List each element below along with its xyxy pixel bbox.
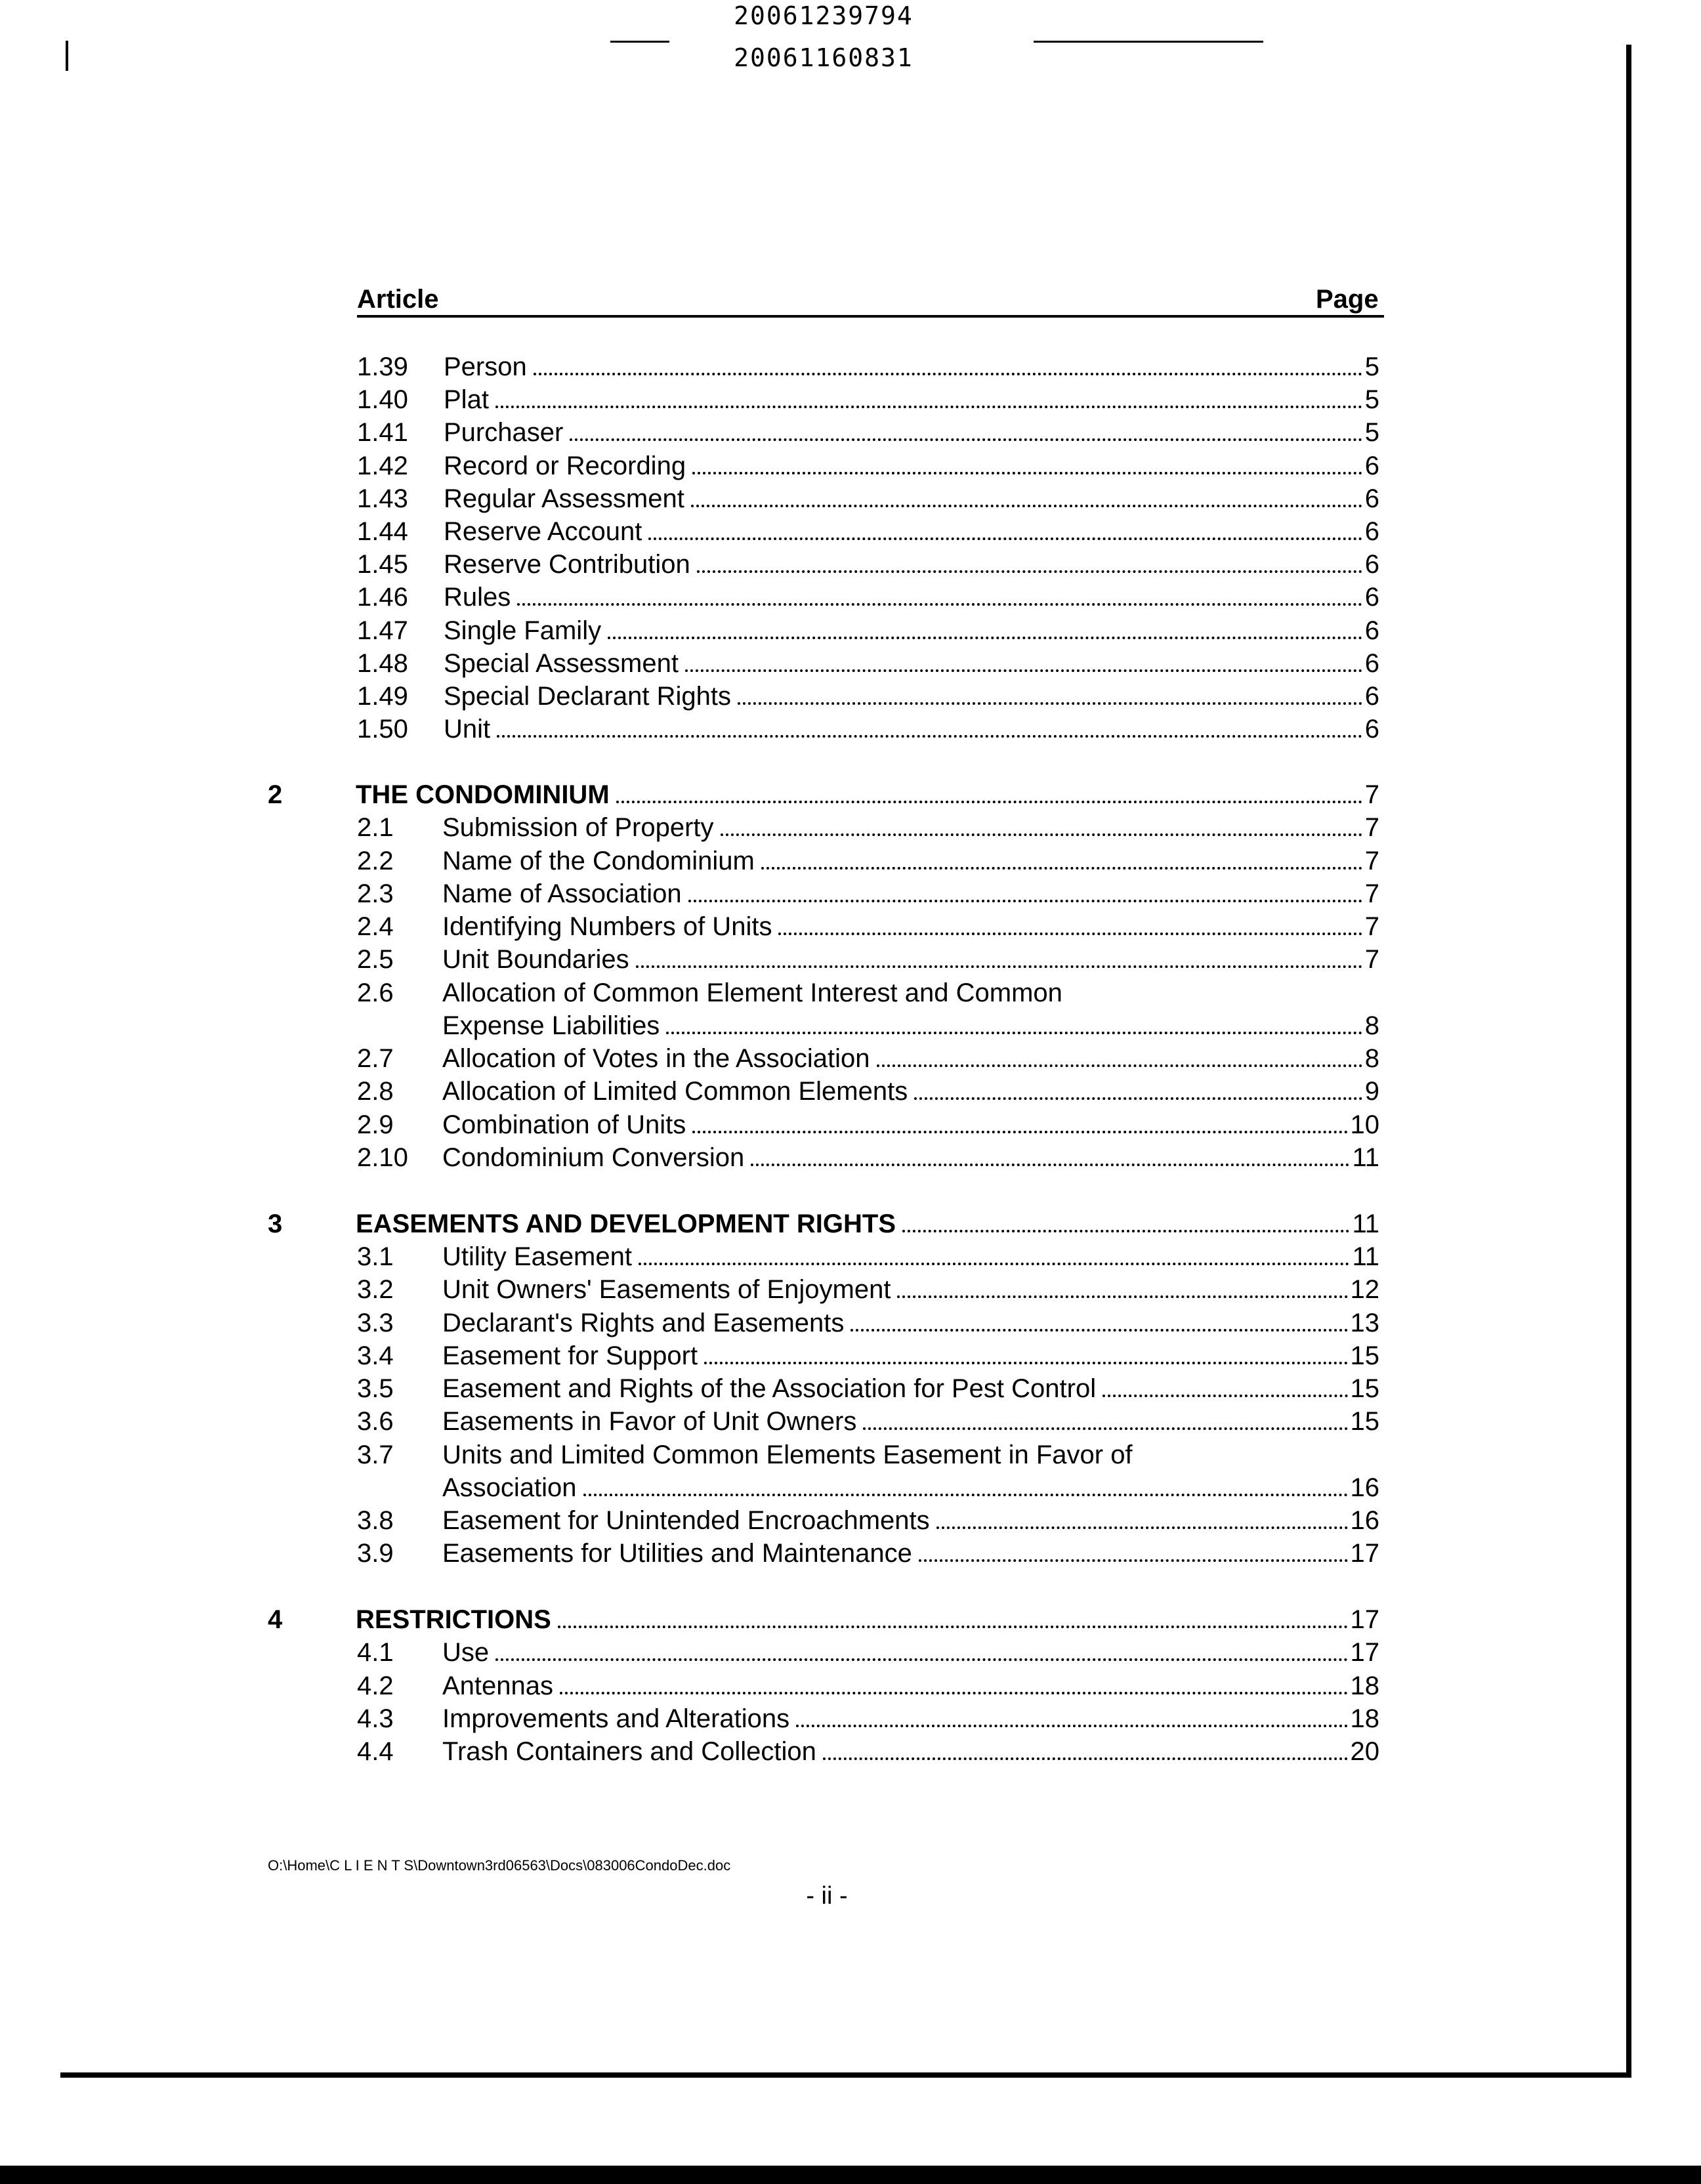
toc-section-number: 2.5 [357,945,394,974]
toc-entry [442,1704,1379,1734]
toc-page-number: 15 [1350,1374,1379,1403]
file-path: O:\Home\C L I E N T S\Downtown3rd06563\Docs\083006CondoDec.doc [268,1857,731,1874]
toc-row [0,1011,1701,1044]
toc-entry [444,550,1379,579]
toc-section-number: 1.45 [357,550,408,579]
toc-page-number: 6 [1364,583,1379,612]
toc-page-number: 8 [1364,1044,1379,1073]
toc-entry [442,1506,1379,1536]
toc-page-number: 15 [1350,1407,1379,1436]
toc-entry [444,583,1379,612]
toc-section-number: 3.8 [357,1506,394,1535]
toc-entry [444,352,1379,382]
toc-leader-dots [914,1097,1362,1100]
toc-entry [442,1440,1139,1470]
page-number: - ii - [806,1882,848,1910]
toc-page-number: 6 [1364,550,1379,579]
toc-entry-label: RESTRICTIONS [356,1605,551,1634]
toc-page-number: 7 [1364,879,1379,908]
toc-entry [442,912,1379,942]
toc-entry [444,452,1379,481]
toc-entry [442,813,1379,843]
toc-entry [442,879,1379,909]
toc-entry [444,484,1379,514]
toc-section-number: 3.5 [357,1374,394,1403]
toc-leader-dots [897,1295,1347,1298]
toc-entry-label: Unit [444,715,491,744]
toc-leader-dots [558,1626,1348,1628]
toc-entry-label: Easement and Rights of the Association for Pest Control [442,1374,1097,1403]
toc-page-number: 7 [1364,945,1379,974]
toc-page-number: 11 [1352,1143,1379,1172]
toc-section-number: 2.7 [357,1044,394,1073]
toc-entry-label: Regular Assessment [444,484,684,513]
toc-entry [444,517,1379,547]
toc-leader-dots [570,438,1362,441]
header-rule-left [610,41,669,43]
toc-section-number: 4.4 [357,1737,394,1766]
toc-entry [442,1737,1379,1767]
toc-row [0,418,1701,451]
toc-page-number: 7 [1364,780,1379,809]
toc-section-number: 4.3 [357,1704,394,1733]
toc-section-number: 2.3 [357,879,394,908]
toc-entry-label: EASEMENTS AND DEVELOPMENT RIGHTS [356,1209,896,1238]
toc-page-number: 13 [1350,1309,1379,1337]
toc-section-number: 1.41 [357,418,408,447]
toc-row [0,715,1701,747]
toc-leader-dots [877,1064,1362,1067]
toc-article-row [0,1605,1701,1638]
column-header-article: Article [357,285,439,314]
toc-entry-label: Allocation of Limited Common Elements [442,1077,908,1106]
toc-section-number: 1.48 [357,649,408,678]
toc-row [0,649,1701,682]
margin-mark [66,41,68,71]
toc-entry-label: Unit Owners' Easements of Enjoyment [442,1275,891,1304]
column-header-page: Page [1316,285,1379,314]
toc-page-number: 6 [1364,484,1379,513]
toc-leader-dots [639,1263,1349,1265]
toc-entry [356,780,1379,810]
toc-leader-dots [636,965,1362,968]
toc-leader-dots [697,570,1362,573]
toc-entry-label: Expense Liabilities [442,1011,660,1040]
toc-leader-dots [583,1494,1348,1496]
toc-page-number: 17 [1350,1605,1379,1634]
toc-section-number: 3.1 [357,1242,394,1271]
toc-row [0,1275,1701,1308]
toc-entry-label: Improvements and Alterations [442,1704,790,1733]
toc-row [0,1341,1701,1374]
toc-section-number: 1.44 [357,517,408,546]
toc-leader-dots [796,1725,1347,1727]
toc-row [0,978,1701,1011]
toc-page-number: 7 [1364,912,1379,941]
toc-row [0,452,1701,484]
document-number-top: 20061239794 [734,1,914,30]
toc-section-number: 1.42 [357,452,408,480]
toc-entry [442,1143,1379,1173]
toc-entry [444,418,1379,448]
toc-row [0,1704,1701,1737]
toc-leader-dots [497,735,1362,738]
toc-row [0,616,1701,649]
toc-entry [442,1309,1379,1338]
toc-leader-dots [721,833,1362,836]
toc-row [0,385,1701,418]
toc-entry-label: Association [442,1473,577,1502]
toc-page-number: 7 [1364,847,1379,875]
toc-entry [444,616,1379,646]
toc-section-number: 1.46 [357,583,408,612]
toc-entry-label: Single Family [444,616,602,645]
toc-leader-dots [685,669,1362,672]
toc-page-number: 17 [1350,1638,1379,1667]
toc-entry [442,1011,1379,1041]
toc-entry-label: Units and Limited Common Elements Easement in Favor of [442,1440,1133,1469]
toc-entry [442,1044,1379,1074]
toc-section-number: 3.2 [357,1275,394,1304]
toc-entry [442,1341,1379,1371]
toc-row [0,682,1701,715]
toc-section-number: 2.9 [357,1110,394,1139]
toc-section-number: 2.4 [357,912,394,941]
toc-entry-label: Rules [444,583,511,612]
toc-entry [442,1671,1379,1701]
toc-entry [356,1209,1379,1239]
toc-row [0,813,1701,846]
toc-leader-dots [751,1164,1349,1166]
toc-entry-label: Allocation of Common Element Interest and Common [442,978,1062,1007]
toc-row [0,1077,1701,1110]
toc-row [0,1506,1701,1539]
toc-entry [442,847,1379,876]
toc-leader-dots [919,1559,1348,1562]
toc-entry-label: Name of Association [442,879,682,908]
toc-entry [442,1275,1379,1305]
toc-section-number: 1.39 [357,352,408,381]
column-header-rule [357,315,1384,318]
toc-entry-label: Record or Recording [444,452,686,480]
toc-entry [442,1374,1379,1404]
toc-leader-dots [902,1230,1349,1232]
toc-entry-label: Submission of Property [442,813,714,842]
document-number-second: 20061160831 [734,43,914,72]
toc-row [0,484,1701,517]
toc-leader-dots [517,603,1362,606]
toc-leader-dots [692,472,1362,474]
toc-page-number: 6 [1364,452,1379,480]
toc-row [0,1473,1701,1506]
toc-entry-label: Easements in Favor of Unit Owners [442,1407,857,1436]
toc-section-number: 2.1 [357,813,394,842]
toc-entry-label: Unit Boundaries [442,945,629,974]
toc-section-number: 1.47 [357,616,408,645]
toc-section-number: 3.6 [357,1407,394,1436]
toc-section-number: 1.40 [357,385,408,414]
toc-row [0,1110,1701,1143]
toc-entry [442,1407,1379,1437]
toc-entry [444,385,1379,415]
toc-page-number: 9 [1364,1077,1379,1106]
toc-leader-dots [704,1362,1347,1364]
toc-leader-dots [688,900,1362,902]
toc-entry-label: Identifying Numbers of Units [442,912,772,941]
toc-leader-dots [1102,1395,1347,1397]
toc-section-number: 3.3 [357,1309,394,1337]
toc-leader-dots [648,537,1362,540]
header-rule-right [1034,41,1263,43]
toc-page-number: 8 [1364,1011,1379,1040]
toc-row [0,1440,1701,1473]
toc-row [0,879,1701,912]
toc-leader-dots [608,637,1362,639]
toc-page-number: 16 [1350,1506,1379,1535]
toc-row [0,352,1701,385]
toc-section-number: 4.2 [357,1671,394,1700]
toc-entry-label: Use [442,1638,490,1667]
toc-entry [442,1077,1379,1106]
toc-row [0,1374,1701,1407]
toc-entry-label: Reserve Account [444,517,642,546]
toc-entry [442,1638,1379,1668]
toc-page-number: 20 [1350,1737,1379,1766]
toc-row [0,1539,1701,1572]
toc-entry [442,1539,1379,1568]
toc-entry-label: Antennas [442,1671,554,1700]
toc-entry [442,1242,1379,1272]
toc-row [0,1242,1701,1275]
toc-entry-label: Purchaser [444,418,564,447]
toc-row [0,945,1701,978]
toc-row [0,550,1701,583]
toc-page-number: 6 [1364,517,1379,546]
toc-entry-label: Declarant's Rights and Easements [442,1309,845,1337]
toc-article-number: 4 [268,1605,283,1634]
toc-page-number: 6 [1364,616,1379,645]
toc-page-number: 11 [1352,1242,1379,1271]
toc-entry [442,945,1379,975]
toc-leader-dots [495,406,1362,408]
toc-row [0,1143,1701,1176]
toc-leader-dots [691,505,1362,507]
toc-leader-dots [850,1329,1347,1332]
toc-page-number: 17 [1350,1539,1379,1568]
toc-article-row [0,1209,1701,1242]
toc-row [0,847,1701,879]
toc-entry-label: Easements for Utilities and Maintenance [442,1539,912,1568]
toc-entry-label: Person [444,352,527,381]
toc-row [0,583,1701,616]
toc-page-number: 15 [1350,1341,1379,1370]
toc-entry-label: Trash Containers and Collection [442,1737,816,1766]
toc-leader-dots [778,933,1362,935]
toc-row [0,1309,1701,1341]
toc-row [0,1407,1701,1440]
toc-leader-dots [666,1032,1362,1034]
toc-page-number: 5 [1364,418,1379,447]
toc-section-number: 3.9 [357,1539,394,1568]
toc-leader-dots [738,702,1362,705]
toc-row [0,517,1701,550]
toc-entry [444,649,1379,679]
toc-entry-label: Utility Easement [442,1242,632,1271]
toc-leader-dots [495,1658,1347,1661]
toc-row [0,1737,1701,1770]
toc-page-number: 6 [1364,715,1379,744]
toc-entry-label: Condominium Conversion [442,1143,745,1172]
toc-page-number: 11 [1352,1209,1379,1238]
toc-entry-label: Allocation of Votes in the Association [442,1044,870,1073]
toc-article-number: 3 [268,1209,283,1238]
toc-section-number: 2.10 [357,1143,408,1172]
toc-entry [442,1473,1379,1503]
toc-entry-label: Reserve Contribution [444,550,690,579]
toc-entry-label: Combination of Units [442,1110,686,1139]
toc-leader-dots [863,1427,1347,1430]
toc-section-number: 1.50 [357,715,408,744]
toc-entry-label: Name of the Condominium [442,847,755,875]
toc-row [0,912,1701,945]
toc-section-number: 2.6 [357,978,394,1007]
toc-leader-dots [823,1757,1348,1760]
toc-section-number: 2.2 [357,847,394,875]
toc-page-number: 6 [1364,649,1379,678]
toc-entry-label: Special Declarant Rights [444,682,731,711]
toc-entry [356,1605,1379,1635]
toc-leader-dots [534,373,1362,375]
page-border-bottom [60,2072,1631,2078]
toc-section-number: 2.8 [357,1077,394,1106]
toc-page-number: 10 [1350,1110,1379,1139]
toc-entry-label: Easement for Support [442,1341,698,1370]
toc-page-number: 16 [1350,1473,1379,1502]
toc-entry [442,1110,1379,1140]
toc-row [0,1638,1701,1671]
toc-leader-dots [560,1692,1347,1694]
toc-entry-label: Special Assessment [444,649,679,678]
toc-page-number: 7 [1364,813,1379,842]
toc-entry-label: Plat [444,385,489,414]
toc-leader-dots [936,1526,1348,1529]
toc-page-number: 5 [1364,385,1379,414]
toc-entry-label: Easement for Unintended Encroachments [442,1506,930,1535]
toc-section-number: 1.49 [357,682,408,711]
toc-entry [442,978,1069,1008]
toc-entry-label: THE CONDOMINIUM [356,780,610,809]
toc-leader-dots [692,1131,1347,1133]
toc-leader-dots [616,801,1362,803]
toc-page-number: 12 [1350,1275,1379,1304]
toc-section-number: 3.4 [357,1341,394,1370]
toc-page-number: 6 [1364,682,1379,711]
toc-entry [444,715,1379,744]
toc-section-number: 1.43 [357,484,408,513]
toc-section-number: 4.1 [357,1638,394,1667]
toc-leader-dots [761,867,1362,870]
toc-article-number: 2 [268,780,283,809]
toc-page-number: 18 [1350,1704,1379,1733]
toc-section-number: 3.7 [357,1440,394,1469]
toc-article-row [0,780,1701,813]
toc-page-number: 5 [1364,352,1379,381]
toc-row [0,1671,1701,1704]
toc-row [0,1044,1701,1077]
toc-page-number: 18 [1350,1671,1379,1700]
toc-entry [444,682,1379,711]
